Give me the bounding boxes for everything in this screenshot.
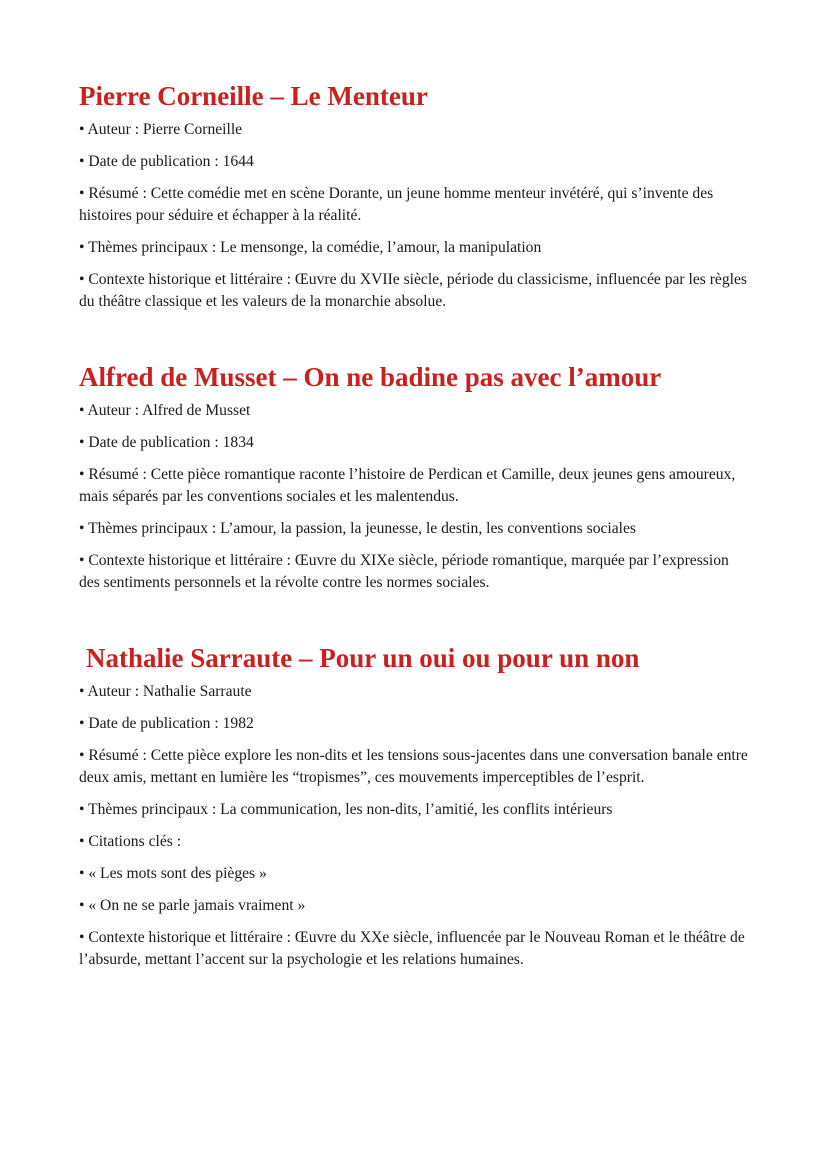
context-paragraph: • Contexte historique et littéraire : Œuvre du XVIIe siècle, période du classicisme, influencée par les règles du théâtre classique et les valeurs de la monarchie absolue. xyxy=(79,271,747,310)
context-paragraph: • Contexte historique et littéraire : Œuvre du XXe siècle, influencée par le Nouveau Roman et le théâtre de l’absurde, mettant l’accent sur la psychologie et les relations humaines. xyxy=(79,929,745,968)
section-title: Pierre Corneille – Le Menteur xyxy=(79,81,428,111)
publication-date-line: • Date de publication : 1982 xyxy=(79,715,254,732)
section-sarraute xyxy=(79,642,749,971)
author-line: • Auteur : Pierre Corneille xyxy=(79,121,243,138)
quote-item: • « On ne se parle jamais vraiment » xyxy=(79,897,306,914)
themes-line: • Thèmes principaux : La communication, les non-dits, l’amitié, les conflits intérieurs xyxy=(79,801,613,818)
section-corneille xyxy=(79,80,749,313)
context-paragraph: • Contexte historique et littéraire : Œuvre du XIXe siècle, période romantique, marquée par l’expression des sentiments personnels et la révolte contre les normes sociales. xyxy=(79,552,729,591)
section-musset xyxy=(79,361,749,594)
summary-paragraph: • Résumé : Cette pièce explore les non-dits et les tensions sous-jacentes dans une conversation banale entre deux amis, mettant en lumière les “tropismes”, ces mouvements imperceptibles de l’esprit. xyxy=(79,747,748,786)
quotes-heading: • Citations clés : xyxy=(79,833,182,850)
quote-item: • « Les mots sont des pièges » xyxy=(79,865,267,882)
author-line: • Auteur : Nathalie Sarraute xyxy=(79,683,252,700)
section-title: Nathalie Sarraute – Pour un oui ou pour un non xyxy=(86,643,640,673)
summary-paragraph: • Résumé : Cette comédie met en scène Dorante, un jeune homme menteur invétéré, qui s’invente des histoires pour séduire et échapper à la réalité. xyxy=(79,185,714,224)
themes-line: • Thèmes principaux : L’amour, la passion, la jeunesse, le destin, les conventions sociales xyxy=(79,520,636,537)
summary-paragraph: • Résumé : Cette pièce romantique raconte l’histoire de Perdican et Camille, deux jeunes gens amoureux, mais séparés par les conventions sociales et les malentendus. xyxy=(79,466,736,505)
section-title: Alfred de Musset – On ne badine pas avec l’amour xyxy=(79,362,662,392)
publication-date-line: • Date de publication : 1834 xyxy=(79,434,254,451)
publication-date-line: • Date de publication : 1644 xyxy=(79,153,254,170)
author-line: • Auteur : Alfred de Musset xyxy=(79,402,251,419)
themes-line: • Thèmes principaux : Le mensonge, la comédie, l’amour, la manipulation xyxy=(79,239,542,256)
